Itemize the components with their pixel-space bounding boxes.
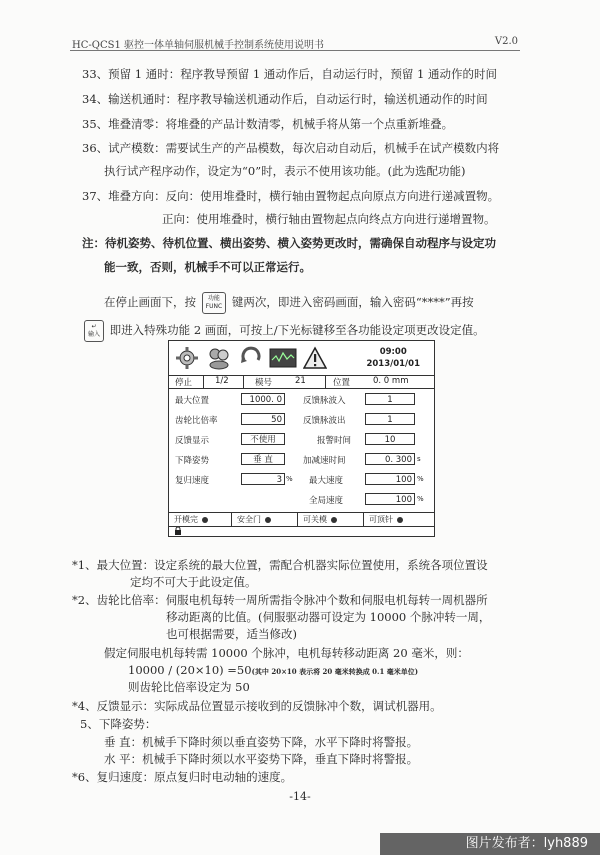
- return-speed-field[interactable]: 3: [241, 473, 285, 485]
- io-status-bar: [169, 512, 434, 527]
- hmi-screen: [168, 340, 435, 537]
- desc-6: *6、复归速度：原点复归时电动轴的速度。: [72, 770, 293, 784]
- desc-5a: 垂 直：机械手下降时须以垂直姿势下降，水平下降时将警报。: [104, 735, 419, 749]
- accel-time-unit: s: [417, 455, 421, 463]
- enter-key-icon: ↵ 输入: [84, 320, 104, 342]
- item-33: 33、预留 1 通时：程序教导预留 1 通动作后，自动运行时，预留 1 通动作的时间: [82, 67, 498, 81]
- func-key-icon: 功能 FUNC: [202, 292, 227, 314]
- header-title: HC-QCS1 驱控一体单轴伺服机械手控制系统使用说明书: [72, 40, 324, 51]
- item-37: 37、堆叠方向：反向：使用堆叠时，横行轴由置物起点向原点方向进行递减置物。: [82, 189, 500, 203]
- desc-1a: *1、最大位置：设定系统的最大位置，需配合机器实际位置使用，系统各项位置设: [72, 558, 488, 572]
- feedback-display-label: 反馈显示: [175, 436, 210, 446]
- status-dot-icon: [397, 517, 403, 523]
- alarm-time-field[interactable]: 10: [365, 433, 415, 445]
- global-speed-field[interactable]: 100: [365, 493, 415, 505]
- status-dot-icon: [331, 517, 337, 523]
- global-speed-unit: %: [417, 495, 424, 503]
- global-speed-label: 全局速度: [309, 496, 344, 506]
- item-35: 35、堆叠清零：将堆叠的产品计数清零，机械手将从第一个点重新堆叠。: [82, 117, 454, 131]
- feedback-in-field[interactable]: 1: [365, 393, 415, 405]
- date-text: 2013/01/01: [366, 359, 420, 369]
- mold-value: 21: [295, 376, 306, 386]
- io-can-eject: 可顶针: [369, 514, 403, 525]
- io-safety-door: 安全门: [237, 514, 271, 525]
- state-text: 停止: [175, 378, 193, 388]
- desc-2b: 移动距离的比值。(伺服驱动器可设定为 10000 个脉冲转一周，: [166, 610, 491, 624]
- item-36-cont: 执行试产程序动作，设定为“0”时，表示不使用该功能。(此为选配功能): [104, 164, 466, 178]
- max-speed-label: 最大速度: [309, 476, 344, 486]
- desc-5: 5、下降姿势：: [80, 717, 157, 731]
- gear-icon[interactable]: [175, 346, 199, 370]
- lock-icon: [174, 527, 182, 535]
- page-number: -14-: [289, 790, 311, 803]
- feedback-in-label: 反馈脉波入: [303, 396, 346, 406]
- desc-1b: 定均不可大于此设定值。: [130, 575, 257, 589]
- io-mold-open-done: 开模完: [174, 514, 208, 525]
- desc-4: *4、反馈显示：实际成品位置显示接收到的反馈脉冲个数，调试机器用。: [72, 699, 442, 713]
- instruction-line-1: 在停止画面下，按 功能 FUNC 键两次，即进入密码画面，输入密码“****”再按: [104, 292, 474, 314]
- feedback-out-label: 反馈脉波出: [303, 416, 346, 426]
- example-3: 则齿轮比倍率设定为 50: [128, 680, 250, 694]
- max-speed-field[interactable]: 100: [365, 473, 415, 485]
- position-value: 0. 0 mm: [373, 376, 409, 386]
- example-1: 假定伺服电机每转需 10000 个脉冲，电机每转移动距离 20 毫米，则：: [104, 646, 469, 660]
- note-line-2: 能一致，否则，机械手不可以正常运行。: [104, 260, 311, 274]
- page-indicator: 1/2: [215, 376, 229, 386]
- status-bar: [169, 375, 434, 389]
- header-divider: [70, 50, 520, 51]
- alarm-icon[interactable]: [303, 346, 327, 370]
- max-position-field[interactable]: 1000. 0: [241, 393, 285, 405]
- status-dot-icon: [265, 517, 271, 523]
- hmi-toolbar: [169, 341, 434, 376]
- gear-ratio-label: 齿轮比倍率: [175, 416, 218, 426]
- gear-ratio-field[interactable]: 50: [241, 413, 285, 425]
- accel-time-field[interactable]: 0. 300: [365, 453, 415, 465]
- position-label: 位置: [333, 378, 351, 388]
- accel-time-label: 加减速时间: [303, 456, 346, 466]
- publisher-watermark: 图片发布者：lyh889: [380, 833, 600, 855]
- item-36: 36、试产模数：需要试生产的产品模数，每次启动自动后，机械手在试产模数内将: [82, 141, 500, 155]
- instruction-line-2: ↵ 输入 即进入特殊功能 2 画面，可按上/下光标键移至各功能设定项更改设定值。: [82, 320, 485, 342]
- io-can-close-mold: 可关模: [303, 514, 337, 525]
- item-34: 34、输送机通时：程序教导输送机通动作后，自动运行时，输送机通动作的时间: [82, 92, 488, 106]
- return-speed-label: 复归速度: [175, 476, 210, 486]
- feedback-out-field[interactable]: 1: [365, 413, 415, 425]
- descent-posture-label: 下降姿势: [175, 456, 210, 466]
- datetime-display: [366, 346, 420, 370]
- max-speed-unit: %: [417, 475, 424, 483]
- desc-5b: 水 平：机械手下降时须以水平姿势下降，垂直下降时将警报。: [104, 752, 419, 766]
- status-dot-icon: [202, 517, 208, 523]
- descent-posture-field[interactable]: 垂 直: [241, 453, 285, 465]
- feedback-display-field[interactable]: 不使用: [241, 433, 285, 445]
- desc-2c: 也可根据需要，适当修改): [166, 627, 297, 641]
- item-37-cont: 正向：使用堆叠时，横行轴由置物起点向终点方向进行递增置物。: [162, 212, 496, 226]
- users-icon[interactable]: [207, 346, 231, 370]
- example-2: 10000 / (20×10) =50(其中 20×10 表示将 20 毫米转换成 0.1 毫米单位): [128, 663, 419, 677]
- desc-2a: *2、齿轮比倍率：伺服电机每转一周所需指令脉冲个数和伺服电机每转一周机器所: [72, 593, 488, 607]
- mold-label: 模号: [255, 378, 273, 388]
- reset-icon[interactable]: [239, 346, 263, 370]
- note-line-1: 注：待机姿势、待机位置、横出姿势、横入姿势更改时，需确保自动程序与设定功: [82, 236, 496, 250]
- alarm-time-label: 报警时间: [317, 436, 352, 446]
- max-position-label: 最大位置: [175, 396, 210, 406]
- monitor-icon[interactable]: [269, 346, 297, 370]
- time-text: 09:00: [379, 347, 407, 357]
- return-speed-unit: %: [286, 475, 293, 483]
- header-version: V2.0: [494, 36, 518, 47]
